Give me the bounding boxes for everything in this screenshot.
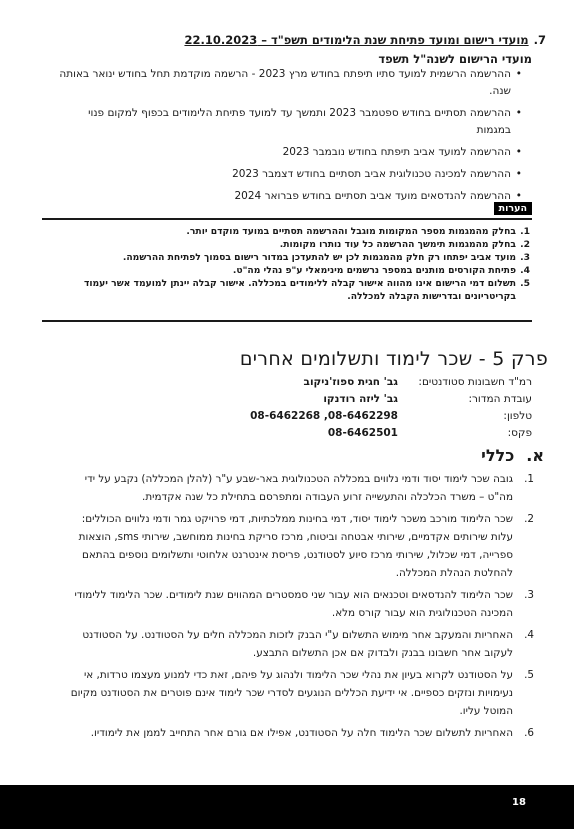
item-text: גובה שכר לימוד יסוד ודמי נלווים במכללה הטכנולוגית באר-שבע ע"ר (להלן המכללה) נקבע על ידי מה"ט – משרד הכלכלה והתעשייה זרוע העבודה ומתפרסם בתחילת כל שנה אקדמית.	[84, 473, 513, 503]
section7-title-text: מועדי רישום ומועד פתיחת שנת הלימודים תשפ"ד – 22.10.2023	[184, 33, 529, 47]
contact-row-phone	[152, 408, 532, 425]
list-item: • ההרשמה למכינה טכנולוגית אביב תסתיים בחודש דצמבר 2023	[52, 166, 522, 183]
item-text: האחריות והמעקב אחר מימוש התשלום ע"י הבנק לזכות המכללה חלים על הסטודנט. על הסטודנט לעקוב אחר חשבונו בבנק ולבדוק אם אכן התשלום התבצע.	[82, 629, 513, 659]
note-item	[50, 238, 530, 251]
item-number: 5.	[524, 669, 534, 681]
list-item: • ההרשמה הרשמית למועד סתיו תיפתח בחודש מרץ 2023 - הרשמה מוקדמת תחל בחודש ינואר באותה שנה.	[52, 66, 522, 100]
item-text: שכר הלימוד מורכב משכר לימוד יסוד, דמי בחינות ממלכתיות, דמי פרויקט גמר ודמי נלווים הכוללים: עלות שירותים אקדמיים, שירותי אבטחה וביטוח, מרכז סריקת בחינות ממוחשב, שירותי sms, הוצאות ספרייה, דמי שכלול, שירותי מרכז סיוע לסטודנט, פריסת אינטרנט אלחוטי ותשלומים נוספים בהתאם להחלטת הנהלת המכללה.	[78, 513, 513, 579]
item-number: 1.	[524, 473, 534, 485]
contact-row-manager	[152, 374, 532, 391]
contact-row-worker	[152, 391, 532, 408]
item-text: שכר הלימוד להנדסאים וטכנאים הוא עבור שני סמסטרים המהווים שנת לימודים. שכר הלימוד ללימודי המכינה הטכנולוגית הוא עבור קורס מלא.	[74, 589, 513, 619]
note-item	[50, 277, 530, 303]
note-item	[50, 251, 530, 264]
item-number: 4.	[524, 629, 534, 641]
general-title: כללי	[481, 446, 515, 465]
phone-label: טלפון:	[503, 410, 532, 422]
note-text: בחלק מהמגמות תימשך ההרשמה כל עוד נותרו מקומות.	[279, 239, 516, 250]
note-number: 5.	[520, 278, 530, 289]
list-item	[60, 626, 534, 662]
list-item	[60, 724, 534, 742]
list-item: • ההרשמה למועד אביב תיפתח בחודש נובמבר 2023	[52, 144, 522, 161]
chapter-title: פרק 5 - שכר לימוד ותשלומים אחרים	[239, 348, 548, 370]
notes-label: הערות	[494, 202, 532, 215]
note-text: תשלום דמי הרישום אינו מהווה אישור קבלה ללימודים במכללה. אישור קבלה יינתן למועמד אשר יעמוד בקריטריונים ובדרישות הקבלה למכללה.	[83, 278, 516, 302]
note-number: 4.	[520, 265, 530, 276]
fax-label: פקס:	[507, 427, 532, 439]
general-list	[60, 470, 534, 746]
item-number: 2.	[524, 513, 534, 525]
worker-label: עובדת המדור:	[468, 393, 532, 405]
list-item: • ההרשמה תסתיים בחודש ספטמבר 2023 ותמשך עד למועד פתיחת הלימודים בכפוף למקום פנוי במגמות	[52, 105, 522, 139]
note-item	[50, 264, 530, 277]
registration-subheading: מועדי הרישום לשנה"ל תשפד	[378, 52, 532, 66]
note-number: 2.	[520, 239, 530, 250]
note-item	[50, 225, 530, 238]
list-item	[60, 470, 534, 506]
general-heading	[481, 446, 544, 465]
note-text: מועד אביב יפתחו רק חלק מהמגמות לכן יש להתעדכן במדור רישום בסמוך לפתיחת ההרשמה.	[122, 252, 516, 263]
footer-bar	[0, 785, 574, 829]
fax-value: 08-6462501	[327, 427, 398, 439]
notes-box	[42, 218, 532, 322]
worker-name: גב' ליזה רודנקו	[323, 393, 398, 405]
notes-list	[50, 225, 530, 303]
note-text: פתיחת הקורסים מותנים במספר נרשמים מינימאלי ע"פ נהלי מה"ט.	[232, 265, 516, 276]
phone-value: 08-6462268 ,08-6462298	[250, 410, 398, 422]
general-letter: א.	[526, 446, 544, 465]
note-number: 1.	[520, 226, 530, 237]
item-number: 3.	[524, 589, 534, 601]
item-text: האחריות לתשלום שכר הלימוד חלה על הסטודנט, אפילו אם גורם אחר התחייב לממן את לימודיו.	[90, 727, 513, 739]
note-number: 3.	[520, 252, 530, 263]
list-item	[60, 586, 534, 622]
contact-block	[152, 374, 532, 442]
section7-title	[40, 33, 546, 47]
list-item	[60, 666, 534, 720]
page-number: 18	[512, 797, 526, 808]
manager-label: רמ"ד חשבונות סטודנטים:	[418, 376, 532, 388]
list-item	[60, 510, 534, 582]
note-text: בחלק מהמגמות מספר המקומות מוגבל וההרשמה תסתיים במועד מוקדם יותר.	[186, 226, 516, 237]
item-number: 6.	[524, 727, 534, 739]
manager-name: גב' חגית ספוז'ניקוב	[303, 376, 398, 388]
item-text: על הסטודנט לקרוא בעיון את נהלי שכר הלימוד ולנהוג על פיהם, זאת כדי למנוע מעצמו טרדות, אי נעימויות ונזקים כספיים. אי ידיעת הכללים הנוגעים לסדרי שכר לימוד אינם פוטרים את הסטודנט מקיום המוטל עליו.	[70, 669, 513, 717]
section7-number: 7.	[533, 33, 546, 47]
registration-dates-list	[52, 66, 522, 210]
list-item: • ההרשמה להנדסאים מועד אביב תסתיים בחודש פברואר 2024	[52, 188, 522, 205]
contact-row-fax	[152, 425, 532, 442]
